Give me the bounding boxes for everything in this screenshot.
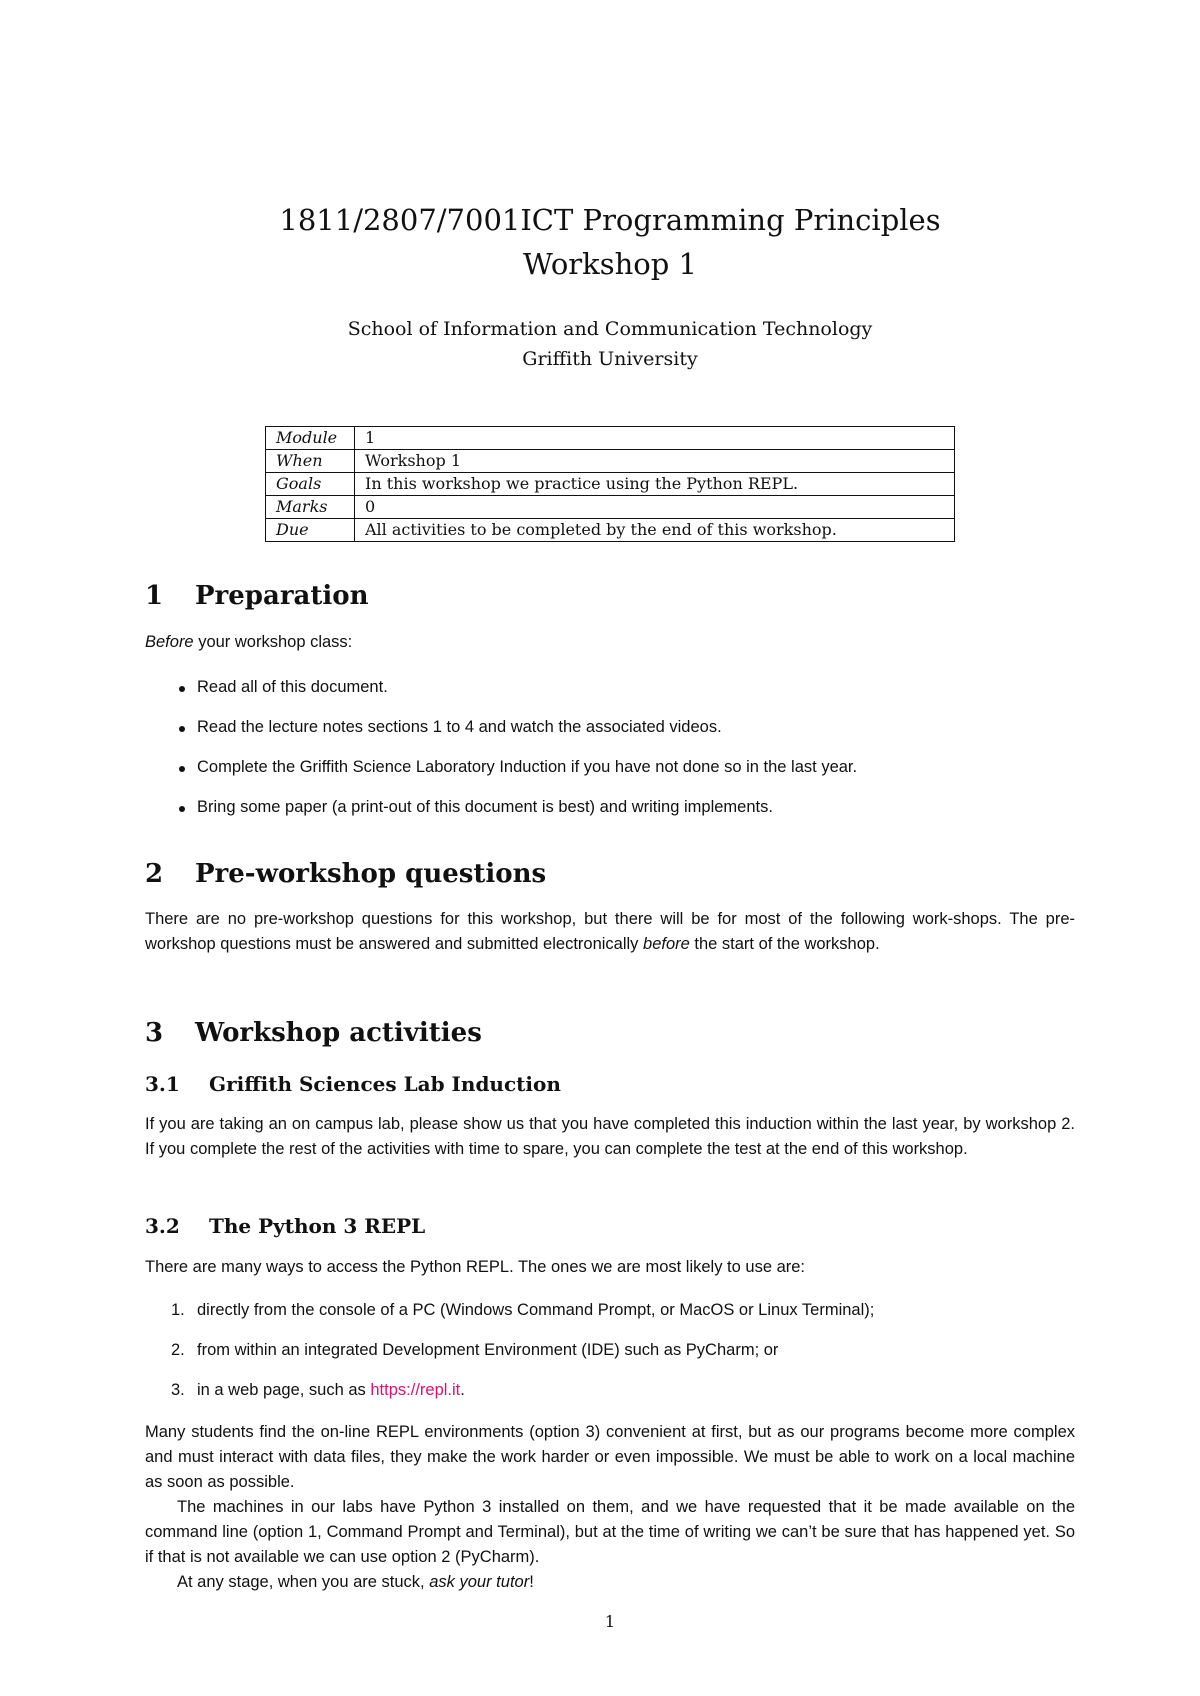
section-paragraph <box>145 907 1075 957</box>
section-heading-workshop-activities <box>145 1015 482 1051</box>
section-intro <box>145 630 1075 655</box>
section-paragraph: There are many ways to access the Python REPL. The ones we are most likely to use are: <box>145 1258 806 1276</box>
school-name: School of Information and Communication Technology <box>347 318 873 340</box>
row-key: Goals <box>266 473 355 496</box>
list-item <box>145 755 1075 795</box>
row-value: 1 <box>355 427 955 450</box>
list-item-text: . <box>460 1381 465 1399</box>
section-paragraph: Many students find the on-line REPL environments (option 3) convenient at first, but as our programs become more complex and must interact with data files, they make the work harder or even impossible. We must be able to work on a local machine as soon as possible. <box>145 1423 1075 1491</box>
bullet-icon <box>179 726 185 732</box>
repl-options-list <box>145 1298 1075 1418</box>
section-title: Workshop activities <box>195 1018 482 1048</box>
table-row <box>266 496 955 519</box>
row-value: 0 <box>355 496 955 519</box>
section-paragraph <box>145 1570 1075 1595</box>
section-heading-pre-workshop <box>145 856 546 892</box>
section-paragraph: The machines in our labs have Python 3 installed on them, and we have requested that it be made available on the command line (option 1, Command Prompt and Terminal), but at the time of writing we can’t be sure that has happened yet. So if that is not available we can use option 2 (PyCharm). <box>145 1498 1075 1566</box>
list-item <box>145 675 1075 715</box>
list-item <box>145 1378 1075 1418</box>
section-number: 1 <box>145 581 164 611</box>
bullet-icon <box>179 766 185 772</box>
emphasis-text: before <box>643 935 690 953</box>
subsection-title: Griffith Sciences Lab Induction <box>209 1072 561 1096</box>
table-row <box>266 519 955 542</box>
emphasis-text: ask your tutor <box>429 1573 530 1591</box>
course-title: 1811/2807/7001ICT Programming Principles <box>279 203 941 237</box>
document-title <box>145 198 1075 286</box>
list-item-text: in a web page, such as <box>197 1381 371 1399</box>
list-item <box>145 1338 1075 1378</box>
paragraph-text: ! <box>529 1573 534 1591</box>
row-key: Module <box>266 427 355 450</box>
subsection-number: 3.1 <box>145 1072 180 1096</box>
subsection-number: 3.2 <box>145 1214 180 1238</box>
paragraph-text: At any stage, when you are stuck, <box>177 1573 430 1591</box>
list-item <box>145 1298 1075 1338</box>
preparation-list <box>145 675 1075 835</box>
table-row <box>266 450 955 473</box>
list-item <box>145 715 1075 755</box>
list-item-text: directly from the console of a PC (Windows Command Prompt, or MacOS or Linux Terminal); <box>197 1301 875 1319</box>
info-table <box>265 426 955 542</box>
section-heading-preparation <box>145 578 369 614</box>
emphasis-text: Before <box>145 633 194 651</box>
workshop-title: Workshop 1 <box>523 247 697 281</box>
affiliation <box>145 314 1075 374</box>
row-value: All activities to be completed by the end of this workshop. <box>355 519 955 542</box>
paragraph-text: There are no pre-workshop questions for this workshop, but there will be for most of the following work-shops. The pre-workshop questions must be answered and submitted electronically <box>145 910 1075 953</box>
list-item-text: from within an integrated Development Environment (IDE) such as PyCharm; or <box>197 1341 779 1359</box>
section-title: Preparation <box>195 581 369 611</box>
bullet-icon <box>179 806 185 812</box>
section-title: Pre-workshop questions <box>195 859 547 889</box>
row-key: Due <box>266 519 355 542</box>
repl-link[interactable]: https://repl.it <box>370 1381 461 1399</box>
list-item-text: Complete the Griffith Science Laboratory Induction if you have not done so in the last year. <box>197 758 858 776</box>
row-value: Workshop 1 <box>355 450 955 473</box>
list-item-text: Read all of this document. <box>197 678 388 696</box>
intro-text: your workshop class: <box>193 633 353 651</box>
list-item-text: Bring some paper (a print-out of this document is best) and writing implements. <box>197 798 773 816</box>
section-number: 2 <box>145 859 164 889</box>
university-name: Griffith University <box>522 348 698 370</box>
subsection-title: The Python 3 REPL <box>209 1214 426 1238</box>
paragraph-text: the start of the workshop. <box>689 935 880 953</box>
list-item <box>145 795 1075 835</box>
row-value: In this workshop we practice using the Python REPL. <box>355 473 955 496</box>
table-row <box>266 473 955 496</box>
section-paragraph: If you are taking an on campus lab, please show us that you have completed this induction within the last year, by workshop 2. If you complete the rest of the activities with time to spare, you can complete the test at the end of this workshop. <box>145 1115 1075 1158</box>
page-number: 1 <box>604 1612 616 1631</box>
row-key: When <box>266 450 355 473</box>
item-number: 3. <box>171 1381 185 1399</box>
table-row <box>266 427 955 450</box>
section-number: 3 <box>145 1018 164 1048</box>
item-number: 1. <box>171 1301 185 1319</box>
subsection-heading-python-repl <box>145 1212 425 1240</box>
item-number: 2. <box>171 1341 185 1359</box>
list-item-text: Read the lecture notes sections 1 to 4 and watch the associated videos. <box>197 718 722 736</box>
bullet-icon <box>179 686 185 692</box>
row-key: Marks <box>266 496 355 519</box>
subsection-heading-lab-induction <box>145 1070 561 1098</box>
